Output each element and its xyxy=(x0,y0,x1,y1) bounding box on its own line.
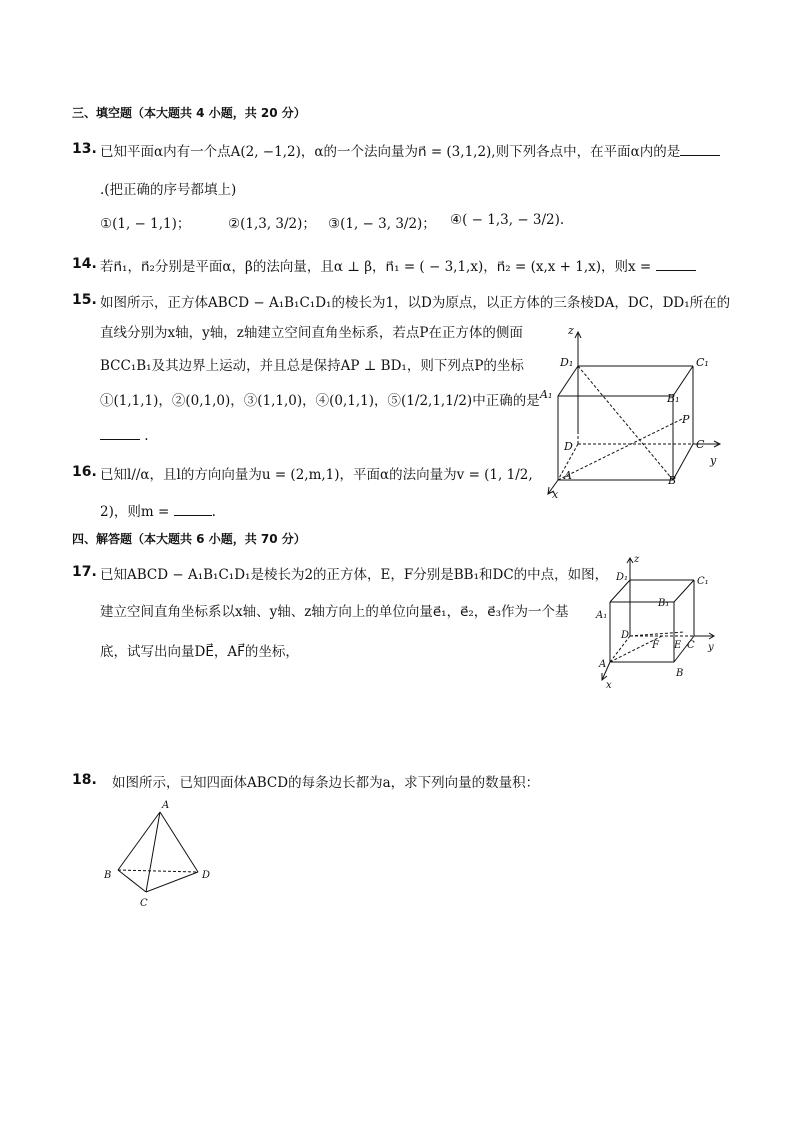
q15-label-p: P xyxy=(682,413,690,426)
q17-label-x: x xyxy=(606,680,612,691)
q14-text: 若n⃗₁，n⃗₂分别是平面α，β的法向量，且α ⊥ β，n⃗₁ = ( − 3,1,x)，n⃗₂ = (x,x + 1,x)，则x = xyxy=(100,259,652,275)
q17-label-e: E xyxy=(674,640,682,651)
q15-cube-figure xyxy=(540,322,728,504)
section-4-title: 四、解答题（本大题共 6 小题，共 70 分） xyxy=(72,532,306,546)
q15-label-b1: B₁ xyxy=(667,392,680,405)
section-3-title: 三、填空题（本大题共 4 小题，共 20 分） xyxy=(72,106,306,120)
q14-answer-blank xyxy=(656,258,696,271)
q15-label-d: D xyxy=(564,440,573,453)
q18-label-c: C xyxy=(140,898,148,909)
q15-label-x: x xyxy=(552,488,559,501)
q16-number: 16. xyxy=(72,464,97,480)
q17-label-d: D xyxy=(621,630,630,641)
q13-option-1: ①(1, − 1,1)； xyxy=(100,216,191,232)
q16-line2 xyxy=(100,500,216,520)
q15-label-z: z xyxy=(568,324,574,337)
q17-label-d1: D₁ xyxy=(616,572,629,583)
q17-label-b: B xyxy=(676,668,684,679)
q17-line2: 建立空间直角坐标系以x轴、y轴、z轴方向上的单位向量e⃗₁，e⃗₂，e⃗₃作为一个基 xyxy=(100,604,569,620)
q15-line5-end: . xyxy=(144,428,149,444)
q17-cube-figure xyxy=(596,552,726,692)
q15-line4: ①(1,1,1)，②(0,1,0)，③(1,1,0)，④(0,1,1)，⑤(1/2,1,1/2)中正确的是 xyxy=(100,393,540,409)
q18-label-d: D xyxy=(202,870,211,881)
q16-line1: 已知l//α，且l的方向向量为u = (2,m,1)，平面α的法向量为v = (1, 1/2, xyxy=(100,467,533,483)
q18-number: 18. xyxy=(72,772,97,788)
q17-label-b1: B₁ xyxy=(658,598,670,609)
q17-label-z: z xyxy=(634,554,640,565)
q15-label-d1: D₁ xyxy=(560,356,574,369)
q15-label-b: B xyxy=(668,474,677,487)
q13-answer-blank xyxy=(680,143,720,156)
q15-answer-blank xyxy=(100,427,140,440)
q17-label-c: C xyxy=(687,640,695,651)
q13-option-3: ③(1, − 3, 3/2)； xyxy=(328,216,436,232)
q13-number: 13. xyxy=(72,141,97,157)
q14-line xyxy=(100,255,696,275)
q13-line2: .(把正确的序号都填上) xyxy=(100,182,237,198)
q17-label-c1: C₁ xyxy=(697,576,709,587)
q18-tetrahedron-figure xyxy=(100,796,220,910)
q18-label-b: B xyxy=(104,870,112,881)
q18-text: 如图所示，已知四面体ABCD的每条边长都为a，求下列向量的数量积： xyxy=(112,775,540,791)
q16-line2-text: 2)，则m = xyxy=(100,504,170,520)
q15-line3: BCC₁B₁及其边界上运动，并且总是保持AP ⊥ BD₁，则下列点P的坐标 xyxy=(100,358,524,374)
q16-line2-end: . xyxy=(211,504,216,520)
q13-line1 xyxy=(100,140,720,160)
q15-line1: 如图所示，正方体ABCD − A₁B₁C₁D₁的棱长为1，以D为原点，以正方体的三条棱DA，DC，DD₁所在的 xyxy=(100,295,731,311)
q17-number: 17. xyxy=(72,564,97,580)
q13-option-2: ②(1,3, 3/2)； xyxy=(228,216,316,232)
q15-label-c: C xyxy=(696,438,705,451)
q17-label-a: A xyxy=(599,659,607,670)
q17-line1: 已知ABCD − A₁B₁C₁D₁是棱长为2的正方体，E，F分别是BB₁和DC的中点，如图， xyxy=(100,567,609,583)
q15-label-a: A xyxy=(564,469,572,482)
q17-label-f: F xyxy=(652,640,659,651)
q15-label-y: y xyxy=(710,454,717,467)
q15-label-a1: A₁ xyxy=(540,388,553,401)
q15-line2: 直线分别为x轴，y轴，z轴建立空间直角坐标系，若点P在正方体的侧面 xyxy=(100,325,523,341)
q14-number: 14. xyxy=(72,256,97,272)
q17-label-a1: A₁ xyxy=(596,610,608,621)
q15-number: 15. xyxy=(72,292,97,308)
q17-line3: 底，试写出向量DE⃗，AF⃗的坐标， xyxy=(100,644,299,660)
q17-label-y: y xyxy=(708,642,714,653)
q18-label-a: A xyxy=(162,800,170,811)
q15-line5 xyxy=(100,427,149,444)
q16-answer-blank xyxy=(174,503,212,516)
q13-line1-text: 已知平面α内有一个点A(2, −1,2)，α的一个法向量为n⃗ = (3,1,2),则下列各点中，在平面α内的是 xyxy=(100,144,681,160)
q15-label-c1: C₁ xyxy=(696,356,709,369)
q13-option-4: ④( − 1,3, − 3/2). xyxy=(450,212,565,228)
